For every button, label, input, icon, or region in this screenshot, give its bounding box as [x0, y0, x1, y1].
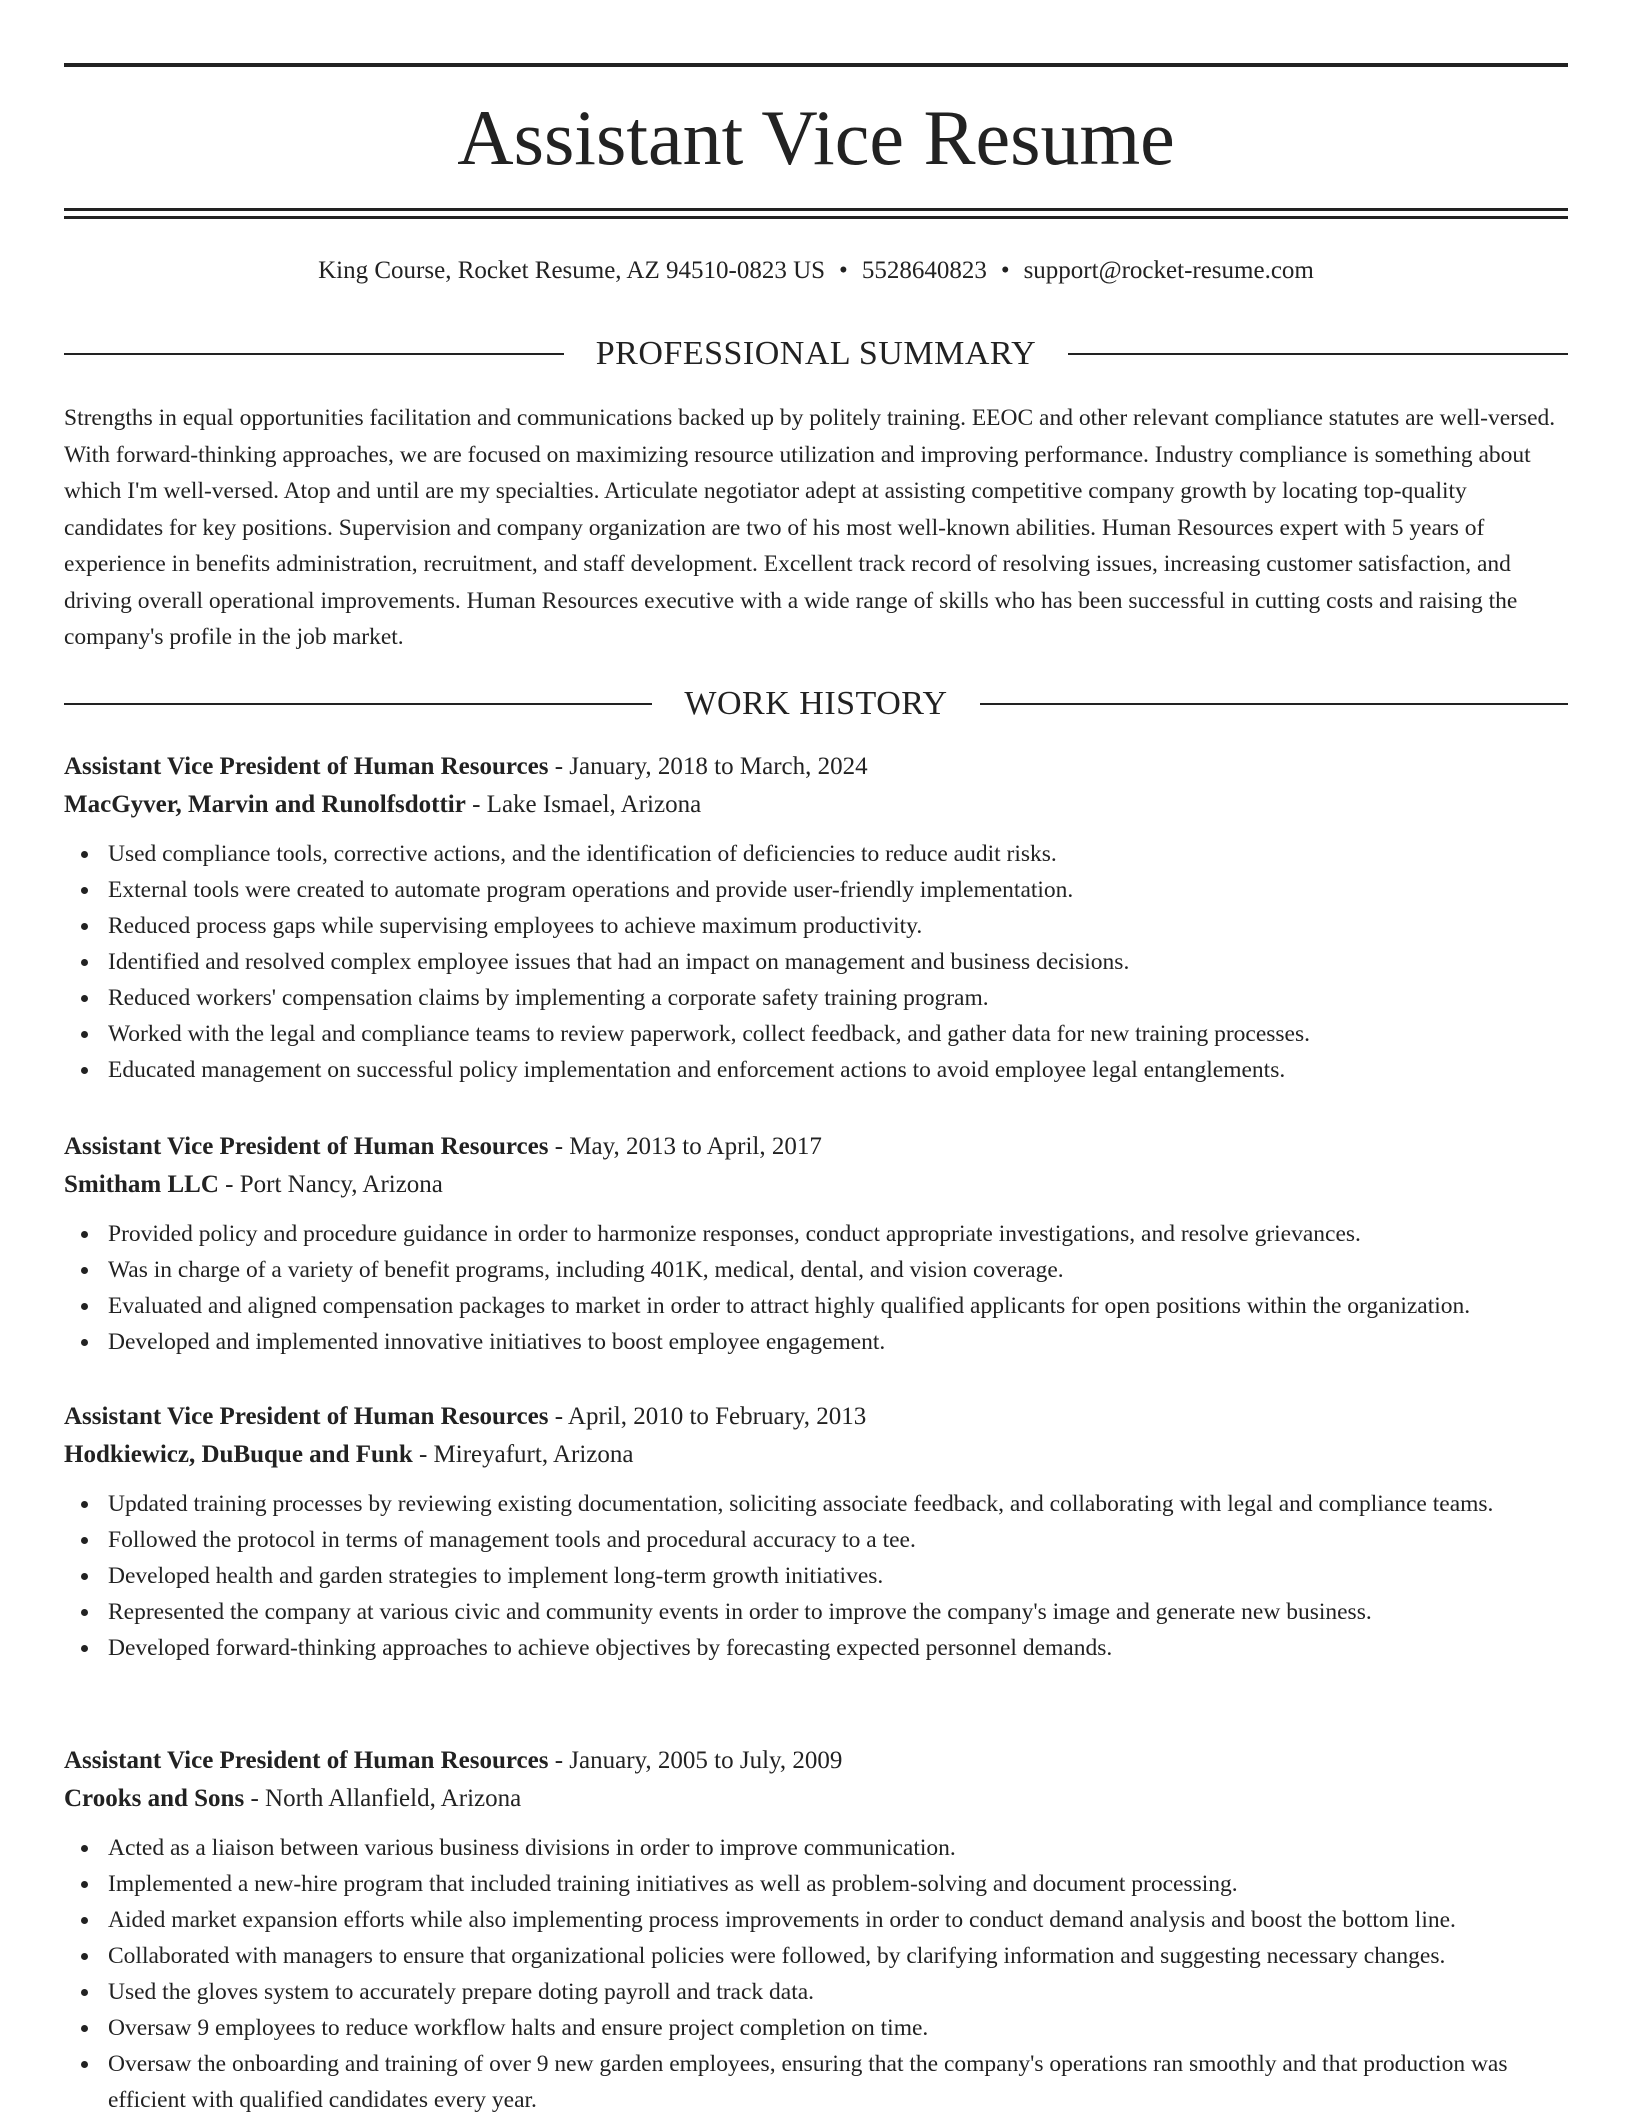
job-bullet: Aided market expansion efforts while also implementing process improvements in order to conduct demand analysis and boost the bottom line. [108, 1902, 1568, 1938]
job-bullet: Reduced workers' compensation claims by implementing a corporate safety training program. [108, 980, 1568, 1016]
job-bullet: Updated training processes by reviewing existing documentation, soliciting associate feedback, and collaborating with legal and compliance teams. [108, 1486, 1568, 1522]
contact-phone: 5528640823 [861, 257, 987, 284]
contact-line [64, 254, 1568, 288]
job-title: Assistant Vice President of Human Resources [64, 1403, 549, 1430]
job-bullet: Collaborated with managers to ensure that organizational policies were followed, by clarifying information and suggesting necessary changes. [108, 1938, 1568, 1974]
job-dates: - January, 2018 to March, 2024 [548, 753, 868, 780]
job-bullet: External tools were created to automate program operations and provide user-friendly implementation. [108, 872, 1568, 908]
job-bullet: Developed health and garden strategies to implement long-term growth initiatives. [108, 1558, 1568, 1594]
job-location: - Lake Ismael, Arizona [465, 791, 702, 818]
job-bullets [64, 1830, 1568, 2118]
job-title: Assistant Vice President of Human Resources [64, 1747, 549, 1774]
summary-heading-label: PROFESSIONAL SUMMARY [595, 335, 1037, 372]
job-bullet: Oversaw 9 employees to reduce workflow halts and ensure project completion on time. [108, 2010, 1568, 2046]
job-company: MacGyver, Marvin and Runolfsdottir [64, 791, 466, 818]
contact-email: support@rocket-resume.com [1023, 257, 1314, 284]
job-company-line [64, 786, 1568, 824]
title-rule-upper [64, 208, 1568, 211]
job-bullet: Acted as a liaison between various business divisions in order to improve communication. [108, 1830, 1568, 1866]
job-title-line [64, 1128, 1568, 1166]
heading-rule-left [64, 703, 652, 705]
job-dates: - January, 2005 to July, 2009 [548, 1747, 843, 1774]
heading-rule-right [980, 703, 1568, 705]
job-bullet: Developed and implemented innovative initiatives to boost employee engagement. [108, 1324, 1568, 1360]
job-bullet: Evaluated and aligned compensation packages to market in order to attract highly qualified applicants for open positions within the organization. [108, 1288, 1568, 1324]
job-entry [64, 1742, 1568, 2118]
heading-rule-right [1068, 353, 1568, 355]
summary-heading [64, 334, 1568, 374]
job-title-line [64, 1742, 1568, 1780]
heading-rule-left [64, 353, 564, 355]
job-bullet: Represented the company at various civic and community events in order to improve the company's image and generate new business. [108, 1594, 1568, 1630]
job-bullet: Identified and resolved complex employee issues that had an impact on management and business decisions. [108, 944, 1568, 980]
job-dates: - April, 2010 to February, 2013 [548, 1403, 867, 1430]
contact-address: King Course, Rocket Resume, AZ 94510-0823 US [318, 257, 826, 284]
job-bullet: Was in charge of a variety of benefit programs, including 401K, medical, dental, and vision coverage. [108, 1252, 1568, 1288]
job-company: Smitham LLC [64, 1171, 219, 1198]
job-bullet: Reduced process gaps while supervising employees to achieve maximum productivity. [108, 908, 1568, 944]
top-rule [64, 63, 1568, 67]
job-bullet: Worked with the legal and compliance teams to review paperwork, collect feedback, and gather data for new training processes. [108, 1016, 1568, 1052]
job-bullet: Followed the protocol in terms of management tools and procedural accuracy to a tee. [108, 1522, 1568, 1558]
job-bullet: Used compliance tools, corrective actions, and the identification of deficiencies to reduce audit risks. [108, 836, 1568, 872]
job-company: Hodkiewicz, DuBuque and Funk [64, 1441, 413, 1468]
job-entry [64, 1398, 1568, 1666]
job-entry [64, 1128, 1568, 1360]
job-bullet: Oversaw the onboarding and training of over 9 new garden employees, ensuring that the company's operations ran smoothly and that production was efficient with qualified candidates every year. [108, 2046, 1568, 2118]
job-entry [64, 748, 1568, 1088]
job-company-line [64, 1436, 1568, 1474]
job-bullet: Educated management on successful policy implementation and enforcement actions to avoid employee legal entanglements. [108, 1052, 1568, 1088]
job-bullets [64, 1486, 1568, 1666]
summary-text: Strengths in equal opportunities facilitation and communications backed up by politely training. EEOC and other relevant compliance statutes are well-versed. With forward-thinking approaches, we are focused on maximizing resource utilization and improving performance. Industry compliance is something about which I'm well-versed. Atop and until are my specialties. Articulate negotiator adept at assisting competitive company growth by locating top-quality candidates for key positions. Supervision and company organization are two of his most well-known abilities. Human Resources expert with 5 years of experience in benefits administration, recruitment, and staff development. Excellent track record of resolving issues, increasing customer satisfaction, and driving overall operational improvements. Human Resources executive with a wide range of skills who has been successful in cutting costs and raising the company's profile in the job market. [64, 405, 1556, 650]
job-dates: - May, 2013 to April, 2017 [548, 1133, 822, 1160]
contact-separator: • [1000, 257, 1010, 284]
job-bullets [64, 1216, 1568, 1360]
contact-separator: • [839, 257, 848, 284]
job-company-line [64, 1166, 1568, 1204]
work-history-heading [64, 684, 1568, 724]
resume-title: Assistant Vice Resume [457, 94, 1175, 181]
job-bullet: Implemented a new-hire program that included training initiatives as well as problem-solving and document processing. [108, 1866, 1568, 1902]
job-location: - Mireyafurt, Arizona [412, 1441, 634, 1468]
job-bullet: Developed forward-thinking approaches to achieve objectives by forecasting expected personnel demands. [108, 1630, 1568, 1666]
job-company: Crooks and Sons [64, 1785, 245, 1812]
job-bullets [64, 836, 1568, 1088]
title-rule-lower [64, 216, 1568, 219]
job-title: Assistant Vice President of Human Resources [64, 753, 549, 780]
work-history-heading-label: WORK HISTORY [684, 685, 948, 722]
job-title-line [64, 1398, 1568, 1436]
job-bullet: Used the gloves system to accurately prepare doting payroll and track data. [108, 1974, 1568, 2010]
job-title: Assistant Vice President of Human Resources [64, 1133, 549, 1160]
job-location: - Port Nancy, Arizona [218, 1171, 443, 1198]
job-title-line [64, 748, 1568, 786]
job-location: - North Allanfield, Arizona [244, 1785, 522, 1812]
job-company-line [64, 1780, 1568, 1818]
job-bullet: Provided policy and procedure guidance in order to harmonize responses, conduct appropriate investigations, and resolve grievances. [108, 1216, 1568, 1252]
